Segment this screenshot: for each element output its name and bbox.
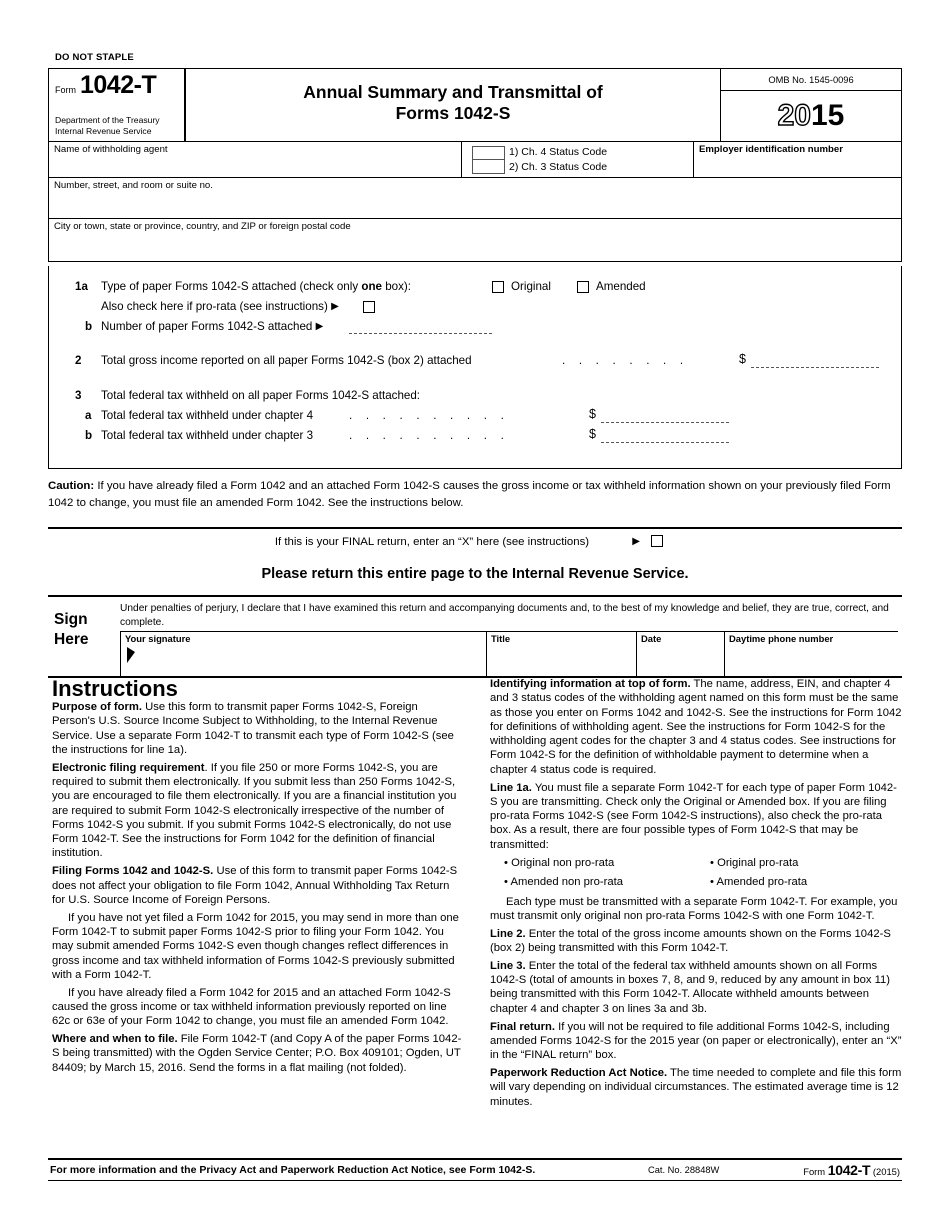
tax-year-prefix: 20 xyxy=(777,99,811,132)
agent-name-label: Name of withholding agent xyxy=(54,144,168,155)
line-2-leaders: . . . . . . . . xyxy=(562,354,689,367)
final-return-arrow-icon: ▶ xyxy=(632,536,640,547)
ch4-status-code-input[interactable] xyxy=(472,146,505,160)
instruction-term: Purpose of form. xyxy=(52,701,143,713)
line-2-input[interactable] xyxy=(751,354,879,368)
line-3a-input[interactable] xyxy=(601,409,729,423)
department-line-1: Department of the Treasury xyxy=(55,115,160,125)
instruction-term: Paperwork Reduction Act Notice. xyxy=(490,1066,668,1079)
bullet-item: • Original pro-rata xyxy=(710,857,799,870)
caution-note xyxy=(48,478,902,511)
here-word: Here xyxy=(54,631,89,648)
caution-text: If you have already filed a Form 1042 and an attached Form 1042-S causes the gross income or tax withheld information shown on your previously filed Form 1042 to change, you must file an amended Form 1042. See the instructions below. xyxy=(48,480,891,509)
bullet-item: • Original non pro-rata xyxy=(504,857,615,870)
form-title-line-1: Annual Summary and Transmittal of xyxy=(303,82,603,102)
footer-notice-text: For more information and the Privacy Act and Paperwork Reduction Act Notice, see Form 1042-S. xyxy=(50,1164,536,1176)
instruction-paragraph: Identifying information at top of form. The name, address, EIN, and chapter 4 and 3 status codes of the withholding agent named on this form must be the same as those you enter on Forms 1042 and 1042-S. See the instructions for Form 1042 for definitions of withholding agent. See the instructions for Form 1042-S for the withholding agent codes for the chapter 3 and 4 status codes. See instructions for Form 1042-S for the definition of withholdable payment to determine when a chapter 4 status code is required. xyxy=(490,678,902,776)
instruction-term: Final return. xyxy=(490,1020,556,1033)
instruction-term: Line 2. xyxy=(490,927,526,940)
instruction-paragraph: Filing Forms 1042 and 1042-S. Use of this form to transmit paper Forms 1042-S does not affect your obligation to file Form 1042, Annual Withholding Tax Return for U.S. Source Income of Foreign Persons. xyxy=(52,865,458,906)
line-3b-leaders: . . . . . . . . . . xyxy=(349,429,510,442)
divider-above-final-return xyxy=(48,527,902,529)
line-3b-text: Total federal tax withheld under chapter 3 xyxy=(101,429,314,442)
agent-name-cell[interactable] xyxy=(49,142,462,177)
instruction-paragraph: Purpose of form. Use this form to transmit paper Forms 1042-S, Foreign Person's U.S. Source Income Subject to Withholding, to the Internal Revenue Service. Use a separate Form 1042-T to transmit each type of Form 1042-S (see the instructions for line 1a). xyxy=(52,701,454,756)
daytime-phone-label: Daytime phone number xyxy=(729,633,834,644)
withholding-agent-block xyxy=(48,142,902,262)
do-not-staple-note: DO NOT STAPLE xyxy=(55,52,134,63)
sign-here-label xyxy=(54,610,88,650)
line-2-number: 2 xyxy=(75,354,82,367)
omb-number-label: OMB No. 1545-0096 xyxy=(721,69,901,91)
prorata-type-bullets xyxy=(490,856,902,895)
your-signature-cell[interactable] xyxy=(121,632,487,678)
instruction-term: Filing Forms 1042 and 1042-S. xyxy=(52,865,214,878)
signature-fields-row xyxy=(120,631,898,678)
form-title-line-2: Forms 1042-S xyxy=(395,103,511,123)
instruction-paragraph: Line 1a. You must file a separate Form 1042-T for each type of paper Form 1042-S you are transmitting. Check only the Original or Amended box. If you are filing pro-rata Forms 1042-S (see Form 1042-S instructions), also check the pro-rata box. As a result, there are four possible types of Form 1042-S that may be transmitted: xyxy=(490,781,897,851)
line-1b-text: Number of paper Forms 1042-S attached ▶ xyxy=(101,320,324,333)
instruction-paragraph: If you have already filed a Form 1042 for 2015 and an attached Form 1042-S caused the gross income or tax withheld information previously reported on line 62c or 63e of your Form 1042 to change, you must file an amended Form 1042. xyxy=(52,986,451,1028)
ein-cell[interactable] xyxy=(694,142,901,177)
ch4-status-code-label: 1) Ch. 4 Status Code xyxy=(509,145,608,158)
line-3-text: Total federal tax withheld on all paper Forms 1042-S attached: xyxy=(101,389,421,402)
line-1a-prorata-text: Also check here if pro-rata (see instructions) ▶ xyxy=(101,300,339,313)
instruction-paragraph: Each type must be transmitted with a separate Form 1042-T. For example, you must transmit only original non pro-rata Forms 1042-S with one Form 1042-T. xyxy=(490,895,898,922)
instruction-paragraph: Paperwork Reduction Act Notice. The time needed to complete and file this form will vary depending on individual circumstances. The estimated average time is 12 minutes. xyxy=(490,1066,902,1108)
department-label xyxy=(55,115,160,136)
bullet-column xyxy=(490,856,696,895)
bullet-item: • Amended non pro-rata xyxy=(504,876,624,889)
please-return-notice: Please return this entire page to the Internal Revenue Service. xyxy=(261,566,689,582)
signature-arrow-icon xyxy=(127,647,135,663)
your-signature-label: Your signature xyxy=(125,633,191,644)
line-1b-arrow-icon: ▶ xyxy=(315,321,324,332)
title-label: Title xyxy=(491,633,511,644)
line-3a-number: a xyxy=(85,409,92,422)
footer-form-number: 1042-T xyxy=(827,1162,871,1178)
original-checkbox[interactable] xyxy=(492,281,504,293)
form-identity-cell xyxy=(49,69,186,141)
divider-below-footer xyxy=(48,1180,902,1181)
line-3-number: 3 xyxy=(75,389,82,402)
line-1a-text: Type of paper Forms 1042-S attached (check only one box): xyxy=(101,280,411,293)
instruction-term: Line 3. xyxy=(490,959,526,972)
ein-label: Employer identification number xyxy=(699,144,843,155)
instruction-paragraph: Line 2. Enter the total of the gross income amounts shown on the Forms 1042-S (box 2) being transmitted with this Form 1042-T. xyxy=(490,927,891,955)
original-checkbox-label: Original xyxy=(511,280,551,293)
sign-word: Sign xyxy=(54,611,88,628)
instruction-paragraph: Electronic filing requirement. If you file 250 or more Forms 1042-S, you are required to submit them electronically. If you submit less than 250 Forms 1042-S, you are encouraged to file them electronically. If you are a financial institution you are required to submit Form 1042-S electronically irrespective of the number of Forms 1042-S you submit. If you submit Forms 1042-S electronically, do not use Form 1042-T. See the instructions for Form 1042 for the definition of financial institution. xyxy=(52,761,457,860)
form-number-label: 1042-T xyxy=(80,71,157,99)
form-masthead xyxy=(48,68,902,142)
line-1b-number: b xyxy=(85,320,93,333)
line-2-text: Total gross income reported on all paper Forms 1042-S (box 2) attached xyxy=(101,354,472,367)
footer-form-word: Form xyxy=(803,1166,826,1177)
final-return-checkbox[interactable] xyxy=(651,535,663,547)
footer-form-year: (2015) xyxy=(872,1166,900,1177)
amended-checkbox-label: Amended xyxy=(596,280,646,293)
line-3a-dollar-sign: $ xyxy=(589,407,596,421)
date-label: Date xyxy=(641,633,662,644)
prorata-arrow-icon: ▶ xyxy=(331,301,339,312)
status-code-boxes xyxy=(462,142,502,177)
agent-city-label: City or town, state or province, country, and ZIP or foreign postal code xyxy=(54,221,351,232)
agent-city-row[interactable] xyxy=(49,219,901,260)
form-word-label: Form xyxy=(55,85,76,95)
omb-year-cell xyxy=(721,69,901,141)
tax-year-suffix: 15 xyxy=(811,99,845,132)
caution-label: Caution: xyxy=(48,480,95,492)
divider-above-signature xyxy=(48,595,902,597)
date-cell[interactable] xyxy=(637,632,725,678)
instruction-term: Identifying information at top of form. xyxy=(490,678,691,690)
prorata-checkbox[interactable] xyxy=(363,301,375,313)
line-3a-leaders: . . . . . . . . . . xyxy=(349,409,510,422)
form-lines-block xyxy=(48,266,902,469)
instruction-term: Electronic filing requirement xyxy=(52,761,205,774)
line-1b-input[interactable] xyxy=(349,320,492,334)
instructions-right-column xyxy=(490,677,902,1109)
signature-block xyxy=(48,598,902,678)
status-code-labels xyxy=(502,142,607,177)
form-footer xyxy=(48,1161,902,1181)
status-code-cell xyxy=(462,142,694,177)
daytime-phone-cell[interactable] xyxy=(725,632,898,678)
line-3a-text: Total federal tax withheld under chapter 4 xyxy=(101,409,314,422)
ch3-status-code-label: 2) Ch. 3 Status Code xyxy=(509,160,608,173)
instruction-paragraph: If you have not yet filed a Form 1042 for 2015, you may send in more than one Form 1042-T to submit paper Forms 1042-S prior to filing your Form 1042. You may submit amended Forms 1042-S even though changes reflect differences in gross income and tax withheld information of Forms 1042-S previously submitted with a Form 1042-T. xyxy=(52,911,459,981)
amended-checkbox[interactable] xyxy=(577,281,589,293)
line-2-dollar-sign: $ xyxy=(739,352,746,366)
instruction-paragraph: Where and when to file. File Form 1042-T (and Copy A of the paper Forms 1042-S being transmitted) with the Ogden Service Center; P.O. Box 409101; Ogden, UT 84409; by March 15, 2016. Send the forms in a flat mailing (not folded). xyxy=(52,1033,462,1074)
perjury-statement: Under penalties of perjury, I declare that I have examined this return and accompanying documents and, to the best of my knowledge and belief, they are true, correct, and complete. xyxy=(120,603,889,628)
bullet-column xyxy=(696,856,902,895)
agent-name-status-row xyxy=(49,142,901,178)
final-return-row xyxy=(48,534,902,548)
ch3-status-code-input[interactable] xyxy=(472,160,505,174)
line-3b-number: b xyxy=(85,429,93,442)
tax-year-label xyxy=(721,91,901,141)
instruction-paragraph: Line 3. Enter the total of the federal tax withheld amounts shown on all Forms 1042-S (total of amounts in boxes 7, 8, and 9, reduced by any amount in box 11) being transmitted with this Form 1042-T. Allocate withheld amounts between chapter 4 and chapter 3 on lines 3a and 3b. xyxy=(490,959,891,1015)
agent-street-row[interactable] xyxy=(49,178,901,219)
footer-form-identity xyxy=(803,1162,900,1178)
agent-street-label: Number, street, and room or suite no. xyxy=(54,180,213,191)
instruction-term: Line 1a. xyxy=(490,781,532,794)
bullet-item: • Amended pro-rata xyxy=(710,876,808,889)
title-cell[interactable] xyxy=(487,632,637,678)
line-3b-input[interactable] xyxy=(601,429,729,443)
instructions-left-column xyxy=(52,700,464,1075)
form-title-cell xyxy=(186,69,721,141)
final-return-text: If this is your FINAL return, enter an “X” here (see instructions) xyxy=(274,536,590,548)
instruction-paragraph: Final return. If you will not be required to file additional Forms 1042-S, including amended Forms 1042-S for the 2015 year (on paper or electronically), enter an “X” in the “FINAL return” box. xyxy=(490,1020,902,1062)
line-1a-number: 1a xyxy=(75,280,88,293)
catalog-number: Cat. No. 28848W xyxy=(648,1165,720,1175)
line-3b-dollar-sign: $ xyxy=(589,427,596,441)
divider-above-footer xyxy=(48,1158,902,1160)
instruction-term: Where and when to file. xyxy=(52,1033,178,1046)
department-line-2: Internal Revenue Service xyxy=(55,125,152,136)
instructions-heading: Instructions xyxy=(52,676,178,701)
